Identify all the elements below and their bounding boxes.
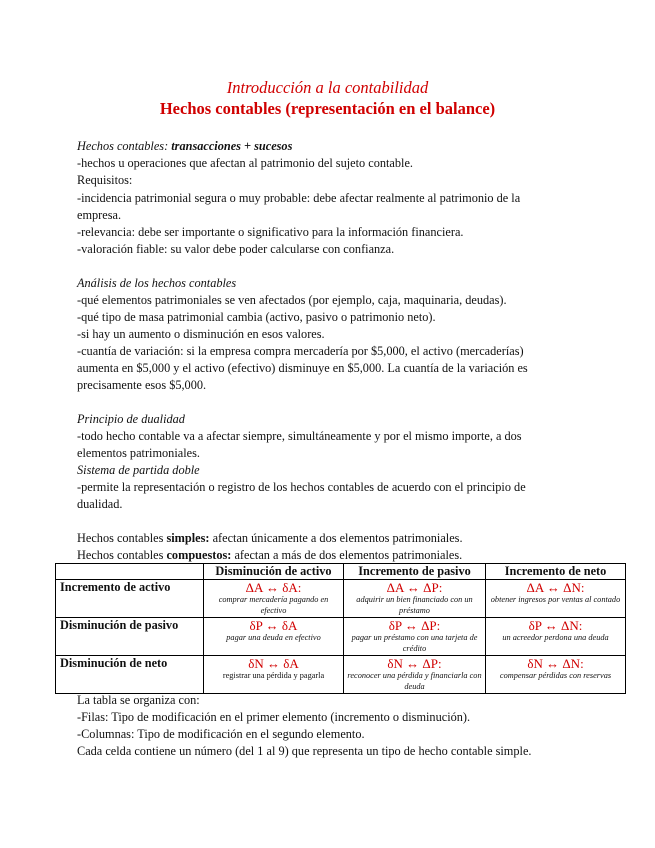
cell-formula: ΔA ↔ ΔP: — [386, 580, 443, 595]
heading-emphasis: transacciones + sucesos — [171, 139, 293, 153]
table-cell — [204, 656, 344, 694]
text-line: -Filas: Tipo de modificación en el primer elemento (incremento o disminución). — [77, 710, 471, 724]
table-cell — [486, 656, 626, 694]
table-cell — [486, 580, 626, 618]
column-header: Disminución de activo — [204, 564, 344, 580]
table-header-row — [56, 564, 626, 580]
cell-formula: δN ↔ δA — [248, 656, 299, 671]
cell-example: adquirir un bien financiado con un préstamo — [356, 595, 473, 615]
text-line: -qué tipo de masa patrimonial cambia (activo, pasivo o patrimonio neto). — [77, 310, 436, 324]
cell-formula: δN ↔ ΔP: — [387, 656, 442, 671]
cell-formula: ΔA ↔ ΔN: — [526, 580, 585, 595]
text-line: -relevancia: debe ser importante o significativo para la información financiera. — [77, 225, 464, 239]
text-line: Cada celda contiene un número (del 1 al 9) que representa un tipo de hecho contable simple. — [77, 744, 532, 758]
table-cell — [204, 618, 344, 656]
cell-formula: δP ↔ ΔP: — [388, 618, 441, 633]
document-title: Introducción a la contabilidad — [226, 78, 429, 97]
section-heading-partida-doble: Sistema de partida doble — [77, 463, 200, 477]
cell-example: reconocer una pérdida y financiarla con deuda — [347, 671, 482, 691]
text-line: -cuantía de variación: si la empresa compra mercadería por $5,000, el activo (mercaderías) — [77, 344, 524, 358]
compound-facts-line: Hechos contables compuestos: afectan a más de dos elementos patrimoniales. — [77, 548, 463, 562]
table-cell — [486, 618, 626, 656]
table-corner-cell — [56, 564, 204, 580]
table-row — [56, 618, 626, 656]
cell-formula: δN ↔ ΔN: — [527, 656, 584, 671]
accounting-facts-table — [55, 563, 626, 694]
text-line: La tabla se organiza con: — [77, 693, 200, 707]
section-heading-dualidad: Principio de dualidad — [77, 412, 185, 426]
section-heading-analisis: Análisis de los hechos contables — [77, 276, 237, 290]
cell-example: obtener ingresos por ventas al contado — [490, 595, 621, 604]
document-subtitle: Hechos contables (representación en el balance) — [159, 99, 496, 118]
table-cell — [344, 656, 486, 694]
text-line: -qué elementos patrimoniales se ven afectados (por ejemplo, caja, maquinaria, deudas). — [77, 293, 507, 307]
table-cell — [204, 580, 344, 618]
cell-example: compensar pérdidas con reservas — [499, 671, 612, 680]
text-line: dualidad. — [77, 497, 123, 511]
section-heading-hechos: Hechos contables: transacciones + sucesos — [77, 139, 293, 153]
cell-example: comprar mercadería pagando en efectivo — [218, 595, 329, 615]
row-header: Disminución de pasivo — [56, 618, 204, 656]
table-row — [56, 656, 626, 694]
text-line: -hechos u operaciones que afectan al patrimonio del sujeto contable. — [77, 156, 413, 170]
row-header: Disminución de neto — [56, 656, 204, 694]
text-line: Requisitos: — [77, 173, 133, 187]
cell-formula: δP ↔ ΔN: — [528, 618, 583, 633]
text-line: elementos patrimoniales. — [77, 446, 200, 460]
table-row — [56, 580, 626, 618]
text-line: empresa. — [77, 208, 122, 222]
column-header: Incremento de pasivo — [344, 564, 486, 580]
text-line: -incidencia patrimonial segura o muy probable: debe afectar realmente al patrimonio de la — [77, 191, 521, 205]
simple-facts-line: Hechos contables simples: afectan únicamente a dos elementos patrimoniales. — [77, 531, 463, 545]
text-line: -valoración fiable: su valor debe poder calcularse con confianza. — [77, 242, 395, 256]
cell-example: un acreedor perdona una deuda — [502, 633, 609, 642]
text-line: -todo hecho contable va a afectar siempre, simultáneamente y por el mismo importe, a dos — [77, 429, 522, 443]
row-header: Incremento de activo — [56, 580, 204, 618]
cell-example: registrar una pérdida y pagarla — [222, 671, 325, 680]
cell-example: pagar una deuda en efectivo — [226, 633, 321, 642]
column-header: Incremento de neto — [486, 564, 626, 580]
text-line: -si hay un aumento o disminución en esos valores. — [77, 327, 325, 341]
cell-formula: ΔA ↔ δA: — [245, 580, 302, 595]
cell-example: pagar un préstamo con una tarjeta de crédito — [351, 633, 478, 653]
text-line: aumenta en $5,000 y el activo (efectivo) disminuye en $5,000. La cuantía de la variación es — [77, 361, 528, 375]
text-line: -Columnas: Tipo de modificación en el segundo elemento. — [77, 727, 365, 741]
cell-formula: δP ↔ δA — [249, 618, 298, 633]
table-cell — [344, 618, 486, 656]
text-line: precisamente esos $5,000. — [77, 378, 207, 392]
text-line: -permite la representación o registro de los hechos contables de acuerdo con el principio de — [77, 480, 526, 494]
table-cell — [344, 580, 486, 618]
